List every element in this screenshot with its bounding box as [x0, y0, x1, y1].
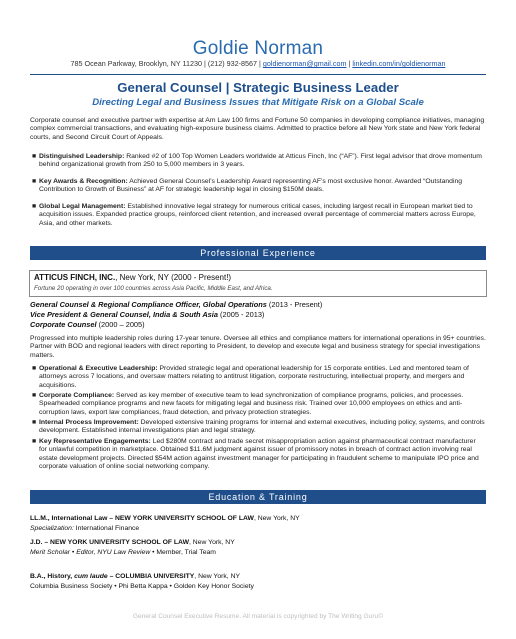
bullet-icon: ■ — [32, 153, 37, 160]
education-detail-line — [30, 549, 216, 556]
experience-text: Developed extensive training programs for internal and external executives, including policy, systems, and controls development. Established internal investigations plan and legal strategy. — [39, 419, 485, 435]
highlight-item — [32, 203, 485, 228]
school-location: , New York, NY — [253, 515, 300, 522]
experience-summary: Progressed into multiple leadership roles during 17-year tenure. Oversee all ethics and compliance matters for international operations in 95+ countries. Partner with BOD and regional leaders with direct reporting to President, to develop and execute legal and business strategy for special investigations matters. — [30, 335, 486, 359]
employer-tagline: Fortune 20 operating in over 100 countries across Asia Pacific, Middle East, and Africa. — [34, 285, 273, 292]
bullet-icon: ■ — [32, 438, 37, 445]
highlight-text: Achieved General Counsel’s Leadership Award representing AF’s most exclusive honor. Awarded “Outstanding Contribution to Growth of Business” at AF for strategic leadership legal in closing $150M deals. — [39, 178, 463, 194]
bullet-icon: ■ — [32, 365, 37, 372]
contact-line — [0, 59, 516, 68]
summary-paragraph: Corporate counsel and executive partner with expertise at Am Law 100 firms and Fortune 50 companies in developing compliance initiatives, managing complex commercial transactions, and evaluating high-exposure business claims. Admitted to practice before all New York state and New York federal courts, and Second Circuit Court of Appeals. — [30, 117, 485, 141]
school: NEW YORK UNIVERSITY SCHOOL OF LAW — [114, 515, 254, 522]
role-title — [30, 300, 322, 309]
education-degree-line — [30, 539, 235, 546]
copyright-footer: General Counsel Executive Resume. All material is copyrighted by The Writing Guru© — [132, 613, 384, 620]
contact-separator: | — [346, 59, 353, 68]
section-heading-experience: Professional Experience — [30, 246, 486, 260]
degree: LL.M., International Law – — [30, 515, 115, 522]
role-dates: (2013 - Present) — [266, 300, 323, 309]
highlight-item — [32, 178, 485, 195]
highlight-label: Key Awards & Recognition: — [39, 178, 128, 185]
degree: B.A., History, — [30, 573, 75, 580]
experience-item — [32, 438, 485, 472]
highlight-item — [32, 153, 485, 170]
employer-location: , New York, NY (2000 - Present!) — [115, 273, 232, 282]
education-detail-line: Columbia Business Society • Phi Betta Kappa • Golden Key Honor Society — [30, 583, 254, 590]
bullet-icon: ■ — [32, 392, 37, 399]
role-title — [30, 320, 145, 329]
degree: J.D. – — [30, 539, 51, 546]
role-dates: (2000 – 2005) — [96, 320, 145, 329]
role-title — [30, 310, 264, 319]
experience-item — [32, 392, 485, 417]
experience-text: Provided strategic legal and operational leadership for 15 corporate entities. Led and mentored team of attorneys across 7 locations, and oversaw matters relating to antitrust litigation, corporate restructuring, intellectual property, and mergers and acquisitions. — [39, 365, 469, 389]
headline: General Counsel | Strategic Business Leader — [117, 80, 399, 95]
linkedin-link[interactable]: linkedin.com/in/goldienorman — [352, 59, 446, 68]
school: NEW YORK UNIVERSITY SCHOOL OF LAW — [50, 539, 190, 546]
highlight-text: Established innovative legal strategy for numerous critical cases, including largest recall in European market tied to acquisition issues. Expanded practice groups, reinforced client retention, and increased overall percentage of commercial matters across Europe, Asia, and other markets. — [39, 203, 476, 227]
honors: cum laude — [74, 573, 108, 580]
role-dates: (2005 - 2013) — [217, 310, 265, 319]
experience-label: Operational & Executive Leadership: — [39, 365, 158, 372]
school: – COLUMBIA UNIVERSITY — [107, 573, 195, 580]
experience-item — [32, 365, 485, 390]
experience-item — [32, 419, 485, 436]
highlight-text: Ranked #2 of 100 Top Women Leaders worldwide at Atticus Finch, Inc (“AF”). First legal advisor that drove momentum behind organizational growth from 250 to 5,000 members in 3 years. — [39, 153, 482, 169]
candidate-name: Goldie Norman — [192, 38, 324, 59]
header-rule — [30, 74, 486, 75]
highlight-label: Global Legal Management: — [39, 203, 126, 210]
experience-label: Key Representative Engagements: — [39, 438, 151, 445]
experience-label: Internal Process Improvement: — [39, 419, 139, 426]
employer-name: ATTICUS FINCH, INC. — [34, 273, 116, 282]
bullet-icon: ■ — [32, 178, 37, 185]
role-name: General Counsel & Regional Compliance Officer, Global Operations — [30, 300, 267, 309]
employer-box — [29, 270, 487, 297]
education-degree-line — [30, 573, 240, 580]
email-link[interactable]: goldienorman@gmail.com — [262, 59, 347, 68]
detail-label: Merit Scholar • Editor, NYU Law Review — [30, 549, 151, 556]
subheadline: Directing Legal and Business Issues that Mitigate Risk on a Global Scale — [92, 97, 424, 108]
experience-label: Corporate Compliance: — [39, 392, 115, 399]
experience-text: Served as key member of executive team to lead synchronization of compliance programs, policies, and processes. Spearheaded compliance programs and new facets for mitigating legal and business risk. Trained over 10,000 employees on ethics and anti-corruption laws, export law compliances, fraud detection, and privacy protection strategies. — [39, 392, 464, 416]
education-detail-line — [30, 525, 139, 532]
bullet-icon: ■ — [32, 419, 37, 426]
contact-address: 785 Ocean Parkway, Brooklyn, NY 11230 | (212) 932-8567 | — [70, 59, 263, 68]
school-location: , New York, NY — [189, 539, 235, 546]
detail-text: • Member, Trial Team — [150, 549, 216, 556]
role-name: Vice President & General Counsel, India & South Asia — [30, 310, 218, 319]
detail-label: Specialization: — [30, 525, 74, 532]
education-degree-line — [30, 515, 300, 522]
highlight-label: Distinguished Leadership: — [39, 153, 125, 160]
section-heading-education: Education & Training — [30, 490, 486, 504]
experience-text: Led $280M contract and trade secret misappropriation action against pharmaceutical contract manufacturer for unlawful competition in marketplace. Obtained $11.6M judgment against issuer of promissory notes in breach of contract action involving real estate development projects. Directed $54M action against investment manager for participating in fraudulent scheme to manipulate IPO price and corporate valuation of online social networking company. — [39, 438, 479, 471]
detail-text: International Finance — [73, 525, 140, 532]
bullet-icon: ■ — [32, 203, 37, 210]
school-location: , New York, NY — [194, 573, 241, 580]
employer-line — [34, 273, 231, 282]
role-name: Corporate Counsel — [30, 320, 97, 329]
